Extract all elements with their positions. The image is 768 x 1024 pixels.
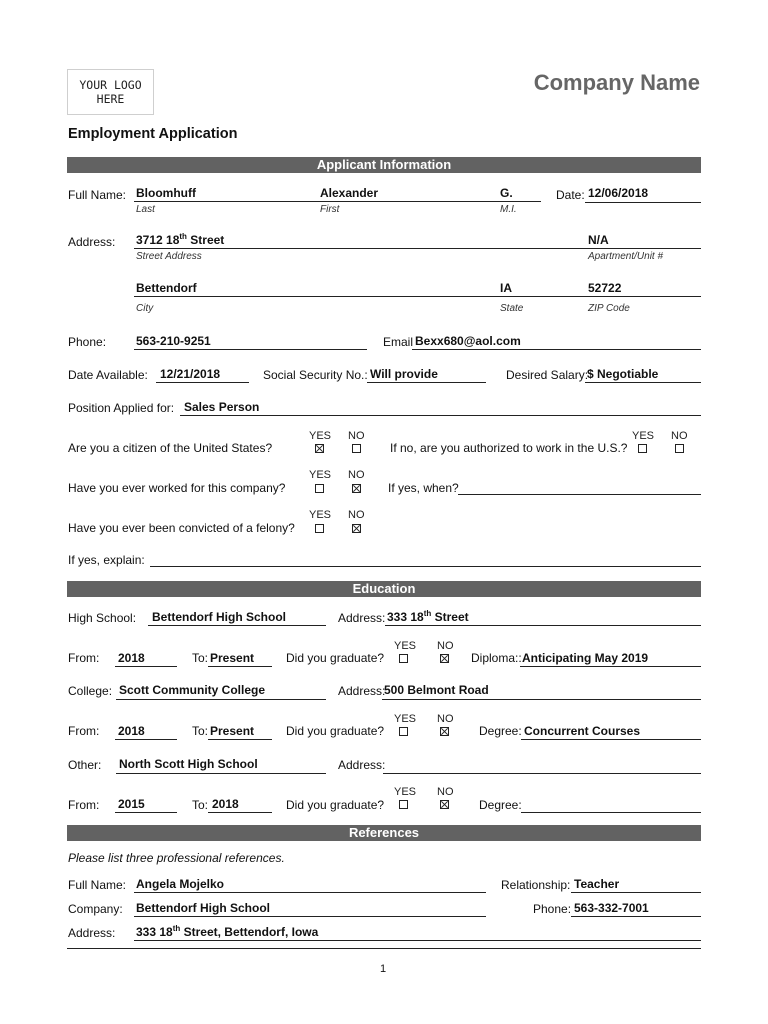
worked-question: Have you ever worked for this company? xyxy=(68,481,286,495)
date-value[interactable]: 12/06/2018 xyxy=(588,186,649,200)
name-underline xyxy=(134,201,541,202)
hs-to-value[interactable]: Present xyxy=(210,651,255,665)
hs-grad-no-header: NO xyxy=(437,640,454,652)
hs-from-label: From: xyxy=(68,651,100,665)
other-from-underline xyxy=(115,812,177,813)
ref-full-name-label: Full Name: xyxy=(68,878,127,892)
college-from-underline xyxy=(115,739,177,740)
authorized-question: If no, are you authorized to work in the U.S.? xyxy=(390,441,628,455)
felony-yes-checkbox[interactable] xyxy=(315,524,324,533)
first-name-value[interactable]: Alexander xyxy=(320,186,379,200)
college-from-label: From: xyxy=(68,724,100,738)
hs-to-underline xyxy=(208,666,272,667)
hs-from-value[interactable]: 2018 xyxy=(118,651,145,665)
college-grad-no-header: NO xyxy=(437,713,454,725)
email-label: Email xyxy=(383,335,414,349)
apartment-caption: Apartment/Unit # xyxy=(588,251,664,262)
felony-no-checkbox[interactable] xyxy=(352,524,361,533)
relationship-underline xyxy=(571,892,701,893)
references-divider xyxy=(67,948,701,949)
ssn-label: Social Security No.: xyxy=(263,368,368,382)
position-label: Position Applied for: xyxy=(68,401,175,415)
city-underline xyxy=(134,296,701,297)
mi-caption: M.I. xyxy=(500,204,517,215)
ref-company-value[interactable]: Bettendorf High School xyxy=(136,901,270,915)
hs-to-label: To: xyxy=(192,651,209,665)
other-grad-no-checkbox[interactable] xyxy=(440,800,449,809)
logo-line-2: HERE xyxy=(96,92,125,106)
diploma-underline xyxy=(520,666,701,667)
ref-company-label: Company: xyxy=(68,902,123,916)
high-school-label: High School: xyxy=(68,611,137,625)
worked-when-underline[interactable] xyxy=(458,494,701,495)
college-value[interactable]: Scott Community College xyxy=(119,683,266,697)
college-grad-no-checkbox[interactable] xyxy=(440,727,449,736)
other-to-value[interactable]: 2018 xyxy=(212,797,239,811)
email-underline xyxy=(412,349,701,350)
college-degree-underline xyxy=(521,739,701,740)
college-to-label: To: xyxy=(192,724,209,738)
first-caption: First xyxy=(320,204,340,215)
felony-no-header: NO xyxy=(348,509,365,521)
state-value[interactable]: IA xyxy=(500,281,512,295)
other-school-underline xyxy=(116,773,326,774)
ref-phone-underline xyxy=(571,916,701,917)
worked-yes-header: YES xyxy=(309,469,332,481)
zip-value[interactable]: 52722 xyxy=(588,281,622,295)
section-header-education: Education xyxy=(67,581,701,597)
college-to-value[interactable]: Present xyxy=(210,724,255,738)
hs-grad-yes-checkbox[interactable] xyxy=(399,654,408,663)
page-number: 1 xyxy=(380,963,387,975)
felony-question: Have you ever been convicted of a felony? xyxy=(68,521,295,535)
citizen-yes-checkbox[interactable] xyxy=(315,444,324,453)
ref-address-value[interactable]: 333 18th Street, Bettendorf, Iowa xyxy=(136,924,319,939)
position-underline xyxy=(180,415,701,416)
middle-initial-value[interactable]: G. xyxy=(500,186,513,200)
other-degree-label: Degree: xyxy=(479,798,522,812)
hs-grad-no-checkbox[interactable] xyxy=(440,654,449,663)
ssn-value[interactable]: Will provide xyxy=(370,367,438,381)
worked-yes-checkbox[interactable] xyxy=(315,484,324,493)
authorized-yes-header: YES xyxy=(632,430,655,442)
college-grad-yes-checkbox[interactable] xyxy=(399,727,408,736)
zip-caption: ZIP Code xyxy=(588,303,630,314)
state-caption: State xyxy=(500,303,524,314)
other-grad-no-header: NO xyxy=(437,786,454,798)
address-label: Address: xyxy=(68,235,116,249)
college-degree-label: Degree: xyxy=(479,724,522,738)
other-school-value[interactable]: North Scott High School xyxy=(119,757,258,771)
company-logo-placeholder xyxy=(67,69,154,115)
high-school-value[interactable]: Bettendorf High School xyxy=(152,610,286,624)
hs-address-underline xyxy=(385,625,701,626)
college-address-underline xyxy=(382,699,701,700)
city-caption: City xyxy=(136,303,154,314)
salary-value[interactable]: $ Negotiable xyxy=(587,367,659,381)
other-label: Other: xyxy=(68,758,102,772)
college-graduate-question: Did you graduate? xyxy=(286,724,385,738)
hs-address-value[interactable]: 333 18th Street xyxy=(387,609,469,624)
other-from-value[interactable]: 2015 xyxy=(118,797,145,811)
date-label: Date: xyxy=(556,188,585,202)
section-header-applicant: Applicant Information xyxy=(67,157,701,173)
other-graduate-question: Did you graduate? xyxy=(286,798,385,812)
street-caption: Street Address xyxy=(136,251,202,262)
hs-address-label: Address: xyxy=(338,611,386,625)
authorized-yes-checkbox[interactable] xyxy=(638,444,647,453)
ref-name-underline xyxy=(134,892,486,893)
ref-phone-label: Phone: xyxy=(533,902,572,916)
other-grad-yes-header: YES xyxy=(394,786,417,798)
hs-grad-yes-header: YES xyxy=(394,640,417,652)
full-name-label: Full Name: xyxy=(68,188,127,202)
address-underline xyxy=(134,248,701,249)
date-underline xyxy=(585,202,701,203)
company-name: Company Name xyxy=(533,70,700,95)
other-from-label: From: xyxy=(68,798,100,812)
section-header-references: References xyxy=(67,825,701,841)
ref-company-underline xyxy=(134,916,486,917)
position-value[interactable]: Sales Person xyxy=(184,400,260,414)
date-available-value[interactable]: 12/21/2018 xyxy=(160,367,221,381)
other-address-underline xyxy=(383,773,701,774)
salary-label: Desired Salary: xyxy=(506,368,589,382)
worked-no-header: NO xyxy=(348,469,365,481)
city-value[interactable]: Bettendorf xyxy=(136,281,197,295)
college-address-value[interactable]: 500 Belmont Road xyxy=(384,683,489,697)
last-caption: Last xyxy=(136,204,155,215)
felony-yes-header: YES xyxy=(309,509,332,521)
college-to-underline xyxy=(208,739,272,740)
email-value[interactable]: Bexx680@aol.com xyxy=(415,334,521,348)
citizen-no-header: NO xyxy=(348,430,365,442)
other-grad-yes-checkbox[interactable] xyxy=(399,800,408,809)
worked-no-checkbox[interactable] xyxy=(352,484,361,493)
high-school-underline xyxy=(148,625,326,626)
last-name-value[interactable]: Bloomhuff xyxy=(136,186,196,200)
college-address-label: Address: xyxy=(338,684,386,698)
other-address-label: Address: xyxy=(338,758,386,772)
citizen-yes-header: YES xyxy=(309,430,332,442)
hs-graduate-question: Did you graduate? xyxy=(286,651,385,665)
ref-address-label: Address: xyxy=(68,926,116,940)
explain-label: If yes, explain: xyxy=(68,553,145,567)
relationship-label: Relationship: xyxy=(501,878,571,892)
authorized-no-header: NO xyxy=(671,430,688,442)
college-label: College: xyxy=(68,684,113,698)
date-available-label: Date Available: xyxy=(68,368,148,382)
college-grad-yes-header: YES xyxy=(394,713,417,725)
ref-address-underline xyxy=(134,940,701,941)
form-title: Employment Application xyxy=(68,126,238,142)
references-instruction: Please list three professional references. xyxy=(68,851,285,865)
citizen-no-checkbox[interactable] xyxy=(352,444,361,453)
other-to-label: To: xyxy=(192,798,209,812)
citizen-question: Are you a citizen of the United States? xyxy=(68,441,273,455)
logo-line-1: YOUR LOGO xyxy=(79,78,142,92)
worked-when-label: If yes, when? xyxy=(388,481,459,495)
phone-label: Phone: xyxy=(68,335,107,349)
diploma-value[interactable]: Anticipating May 2019 xyxy=(522,651,649,665)
salary-underline xyxy=(585,382,701,383)
authorized-no-checkbox[interactable] xyxy=(675,444,684,453)
diploma-label: Diploma:: xyxy=(471,651,522,665)
hs-from-underline xyxy=(115,666,177,667)
other-to-underline xyxy=(208,812,272,813)
apartment-value[interactable]: N/A xyxy=(588,233,609,247)
relationship-value[interactable]: Teacher xyxy=(574,877,620,891)
explain-underline[interactable] xyxy=(150,566,701,567)
date-available-underline xyxy=(156,382,249,383)
other-degree-underline xyxy=(521,812,701,813)
college-from-value[interactable]: 2018 xyxy=(118,724,145,738)
ref-phone-value[interactable]: 563-332-7001 xyxy=(574,901,649,915)
ssn-underline xyxy=(367,382,486,383)
ref-name-value[interactable]: Angela Mojelko xyxy=(136,877,225,891)
street-address-value[interactable]: 3712 18th Street xyxy=(136,232,225,247)
college-underline xyxy=(116,699,326,700)
phone-value[interactable]: 563-210-9251 xyxy=(136,334,211,348)
phone-underline xyxy=(134,349,367,350)
college-degree-value[interactable]: Concurrent Courses xyxy=(524,724,641,738)
